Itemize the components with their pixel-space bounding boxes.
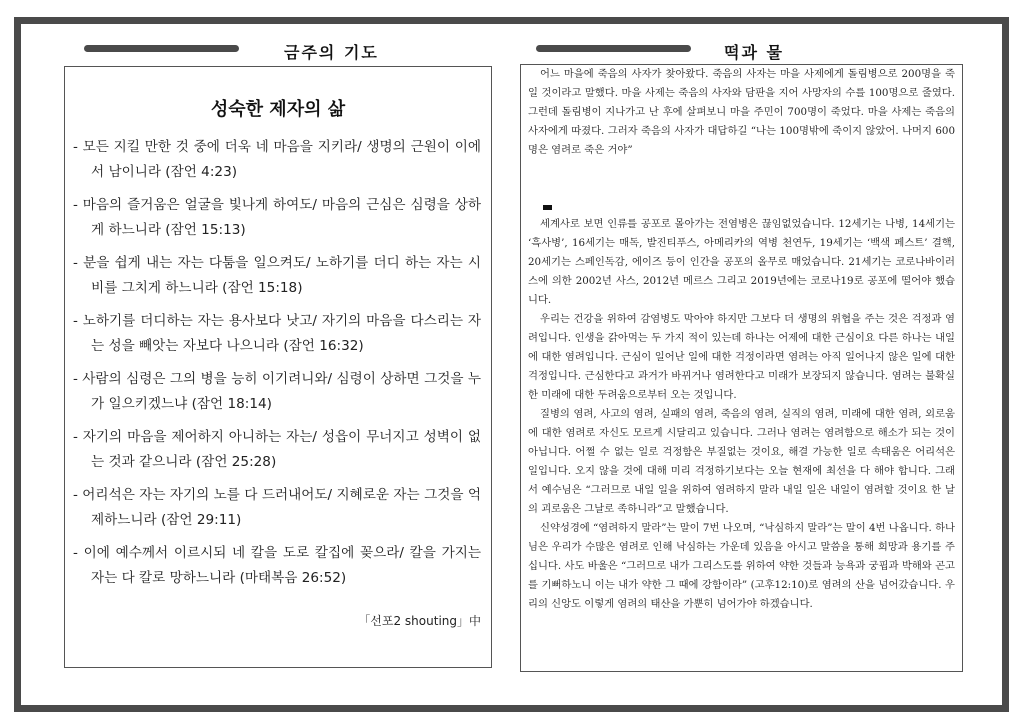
verse-item: - 어리석은 자는 자기의 노를 다 드러내어도/ 지혜로운 자는 그것을 억제하느니라 (잠언 29:11) (73, 487, 481, 528)
verse-item: - 자기의 마음을 제어하지 아니하는 자는/ 성읍이 무너지고 성벽이 없는 것과 같으니라 (잠언 25:28) (73, 429, 481, 470)
verse-item: - 노하기를 더디하는 자는 용사보다 낫고/ 자기의 마음을 다스리는 자는 성을 빼앗는 자보다 나으니라 (잠언 16:32) (73, 313, 481, 354)
prayer-box (64, 66, 492, 668)
left-header-title: 금주의 기도 (284, 43, 379, 62)
verse-item: - 분을 쉽게 내는 자는 다툼을 일으켜도/ 노하기를 더디 하는 자는 시비를 그치게 하느니라 (잠언 15:18) (73, 255, 481, 296)
right-header-title: 떡과 물 (724, 43, 784, 62)
essay-paragraph: 신약성경에 “염려하지 말라”는 말이 7번 나오며, “낙심하지 말라”는 말이 4번 나옵니다. 하나님은 우리가 수많은 염려로 인해 낙심하는 가운데 있음을 아시고 말씀을 통해 희망과 용기를 주십니다. 사도 바울은 “그러므로 내가 그리스도를 위하여 약한 것들과 능욕과 궁핍과 박해와 곤고를 기뻐하노니 이는 내가 약한 그 때에 강함이라” (고후12:10)로 염려의 산을 넘어갔습니다. 우리의 신앙도 이렇게 염려의 태산을 가뿐히 넘어가야 하겠습니다. (528, 522, 955, 610)
section-marker (543, 205, 552, 210)
verse-list (73, 135, 481, 599)
story-paragraph: 어느 마을에 죽음의 사자가 찾아왔다. 죽음의 사자는 마을 사제에게 돌림병으로 200명을 죽일 것이라고 말했다. 마을 사제는 죽음의 사자와 담판을 지어 사망자의 수를 100명으로 줄였다. 그런데 돌림병이 지나가고 난 후에 살펴보니 마을 주민이 700명이 죽었다. 마을 사제는 죽음의 사자에게 따졌다. 그러자 죽음의 사자가 대답하길 “나는 100명밖에 죽이지 않았어. 나머지 600명은 염려로 죽은 거야” (528, 68, 955, 156)
essay-box (520, 64, 963, 672)
essay-paragraph: 세계사로 보면 인류를 공포로 몰아가는 전염병은 끊임없었습니다. 12세기는 나병, 14세기는 ‘흑사병’, 16세기는 매독, 발진티푸스, 아메리카의 역병 천연두, 19세기는 ‘백색 페스트’ 결핵, 20세기는 스페인독감, 에이즈 등이 인간을 공포의 올무로 매었습니다. 21세기는 코로나바이러스에 의한 2002년 사스, 2012년 메르스 그리고 2019년에는 코로나19로 공포에 떨어야 했습니다. (528, 218, 955, 306)
verse-item: - 이에 예수께서 이르시되 네 칼을 도로 칼집에 꽂으라/ 칼을 가지는 자는 다 칼로 망하느니라 (마태복음 26:52) (73, 545, 481, 586)
story-block (528, 65, 955, 160)
verse-item: - 모든 지킬 만한 것 중에 더욱 네 마음을 지키라/ 생명의 근원이 이에서 남이니라 (잠언 4:23) (73, 139, 481, 180)
left-header-bar (84, 45, 239, 52)
verse-item: - 사람의 심령은 그의 병을 능히 이기려니와/ 심령이 상하면 그것을 누가 일으키겠느냐 (잠언 18:14) (73, 371, 481, 412)
prayer-title: 성숙한 제자의 삶 (210, 99, 346, 120)
verse-item: - 마음의 즐거움은 얼굴을 빛나게 하여도/ 마음의 근심은 심령을 상하게 하느니라 (잠언 15:13) (73, 197, 481, 238)
right-header-bar (536, 45, 691, 52)
essay-paragraph: 질병의 염려, 사고의 염려, 실패의 염려, 죽음의 염려, 실직의 염려, 미래에 대한 염려, 외로움에 대한 염려로 자신도 모르게 시달리고 있습니다. 그러나 염려는 염려함으로 해소가 되는 것이 아닙니다. 어쩔 수 없는 일로 걱정함은 부질없는 것이요, 해결 가능한 일로 속태움은 어리석은 일입니다. 오지 않을 것에 대해 미리 걱정하기보다는 오늘 현재에 최선을 다 해야 합니다. 그래서 예수님은 “그러므로 내일 일을 위하여 염려하지 말라 내일 일은 내일이 염려할 것이요 한 날의 괴로움은 그날로 족하니라”고 말했습니다. (528, 408, 955, 515)
essay-paragraph: 우리는 건강을 위하여 감염병도 막아야 하지만 그보다 더 생명의 위협을 주는 것은 걱정과 염려입니다. 인생을 갉아먹는 두 가지 적이 있는데 하나는 어제에 대한 근심이요 다른 하나는 내일에 대한 염려입니다. 근심이 일어난 일에 대한 걱정이라면 염려는 아직 일어나지 않은 일에 대한 걱정입니다. 근심한다고 과거가 바뀌거나 염려한다고 미래가 보장되지 않습니다. 염려는 불확실한 미래에 대한 두려움으로부터 오는 것입니다. (528, 313, 955, 401)
source-citation: 「선포2 shouting」中 (358, 614, 481, 628)
essay-block (528, 215, 955, 614)
